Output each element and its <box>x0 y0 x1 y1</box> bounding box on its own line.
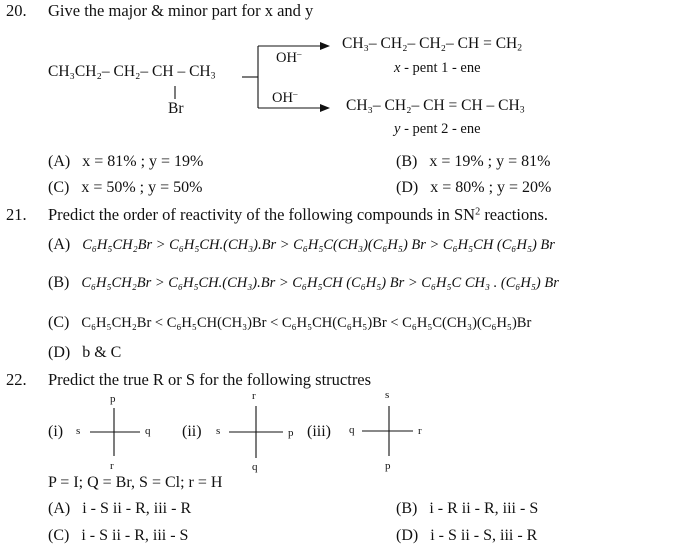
structure-ii-bottom: q <box>252 461 258 473</box>
reactant-bromine: Br <box>168 100 184 117</box>
structure-ii-left: s <box>216 425 221 437</box>
product-y-formula: CH₃– CH₂– CH = CH – $CH_3$ <box>346 97 525 116</box>
structure-iii-bottom: p <box>385 460 391 472</box>
structure-iii-left: q <box>349 424 355 436</box>
structure-i-right: q <box>145 425 151 437</box>
q20-option-b[interactable]: (B) x = 19% ; y = 81% <box>396 153 551 170</box>
structure-i-left: s <box>76 425 81 437</box>
structure-i-top: p <box>110 393 116 405</box>
q20-option-c[interactable]: (C) x = 50% ; y = 50% <box>48 179 203 196</box>
question-22-text: Predict the true R or S for the following structres <box>48 370 372 389</box>
product-y-name: y - pent 2 - ene <box>394 121 481 137</box>
structure-ii-top: r <box>252 390 256 402</box>
q22-option-d[interactable]: (D) i - S ii - S, iii - R <box>396 527 538 544</box>
structure-i-bottom: r <box>110 460 114 472</box>
q22-option-b[interactable]: (B) i - R ii - R, iii - S <box>396 500 539 517</box>
structure-i-label: (i) <box>48 423 64 440</box>
product-x-formula: CH₃– CH₂– CH₂– CH = $CH_2$ <box>342 35 523 54</box>
reagent-top: OH– <box>276 49 302 66</box>
q22-option-c[interactable]: (C) i - S ii - R, iii - S <box>48 527 189 544</box>
structure-iii-label: (iii) <box>307 423 331 440</box>
structure-iii-top: s <box>385 389 390 401</box>
reactant-formula: CH₃CH₂– CH₂– CH – $CH_3$ <box>48 63 216 82</box>
structure-ii-label: (ii) <box>182 423 202 440</box>
q21-option-a[interactable]: (A) C₆H₅CH₂Br > C₆H₅CH.(CH₃).Br > C₆H₅C(CH₃)(C₆H₅) Br > C₆H₅CH (C₆H₅) Br <box>48 236 555 253</box>
structure-ii-right: p <box>288 427 294 439</box>
q21-option-d[interactable]: (D) b & C <box>48 344 122 361</box>
question-21-text: Predict the order of reactivity of the following compounds in $SN^2$ reactions. <box>48 205 548 224</box>
structure-iii-right: r <box>418 425 422 437</box>
q20-option-d[interactable]: (D) x = 80% ; y = 20% <box>396 179 552 196</box>
reagent-bottom: OH– <box>272 89 298 106</box>
question-20-number: 20. <box>6 1 27 20</box>
question-20-text: Give the major & minor part for x and y <box>48 1 314 20</box>
question-22-number: 22. <box>6 370 27 389</box>
q21-option-c[interactable]: (C) C₆H₅CH₂Br < C₆H₅CH(CH₃)Br < C₆H₅CH(C₆H₅)Br < C₆H₅C(CH₃)(C₆H₅)Br <box>48 314 532 331</box>
question-21-number: 21. <box>6 205 27 224</box>
q20-option-a[interactable]: (A) x = 81% ; y = 19% <box>48 153 204 170</box>
product-x-name: x - pent 1 - ene <box>394 60 481 76</box>
q21-option-b[interactable]: (B) C₆H₅CH₂Br > C₆H₅CH.(CH₃).Br > C₆H₅CH (C₆H₅) Br > C₆H₅C CH₃ . (C₆H₅) Br <box>48 274 559 291</box>
atom-key: P = I; Q = Br, S = Cl; r = H <box>48 474 223 491</box>
q22-option-a[interactable]: (A) i - S ii - R, iii - R <box>48 500 192 517</box>
